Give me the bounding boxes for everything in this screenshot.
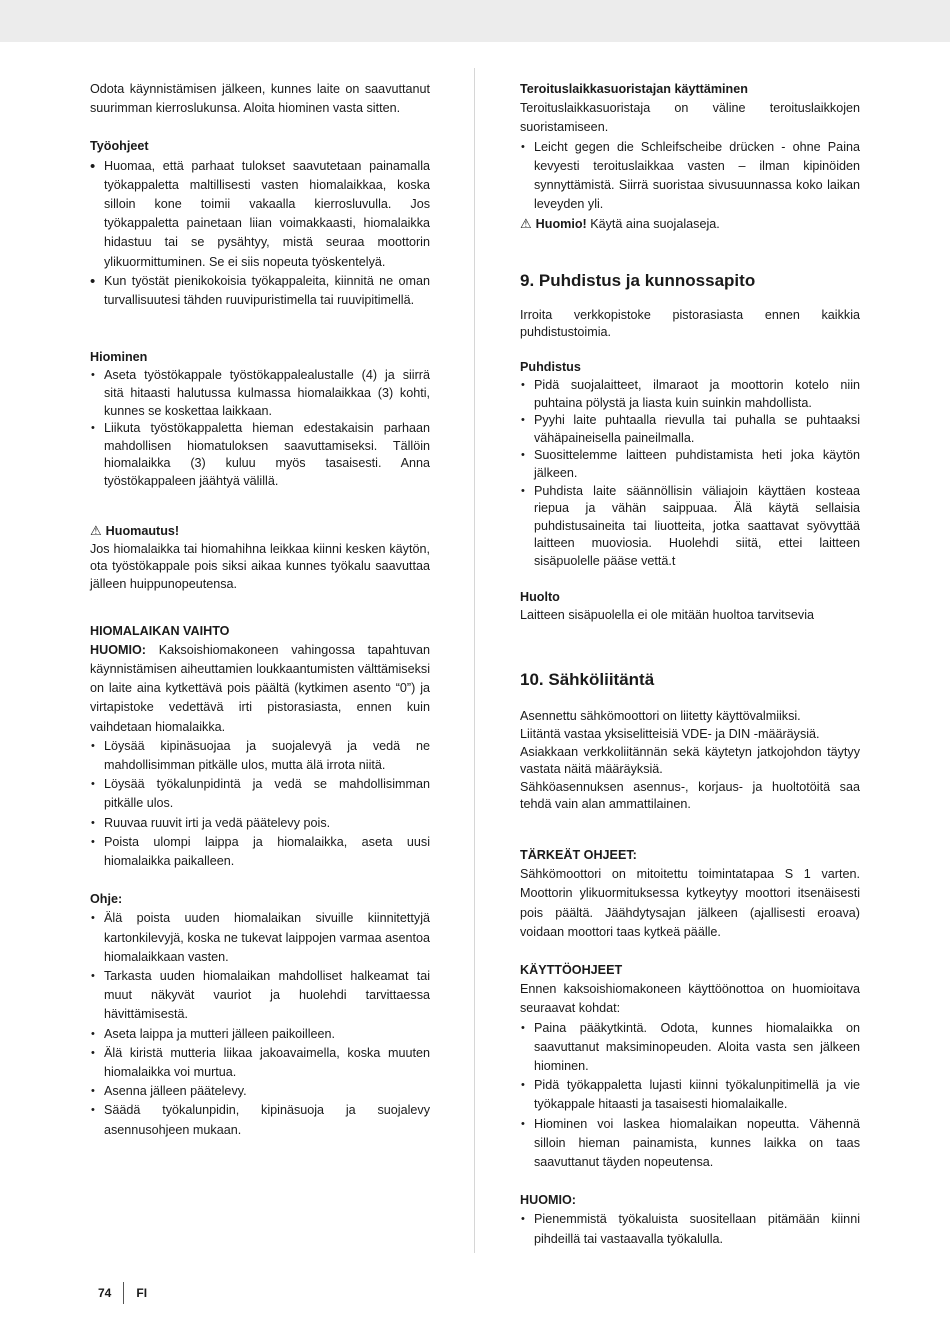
list-item: • Pienemmistä työkaluista suositellaan pitämään kiinni pihdeillä tai vastaavalla työkalulla. [520, 1210, 860, 1248]
ohje-list [90, 909, 430, 1139]
list-item: • Älä poista uuden hiomalaikan sivuille kiinnitettyjä kartonkilevyjä, koska ne tukevat laippojen varmaa asentoa hiomalaikkaan vasten. [90, 909, 430, 967]
hiominen-heading: Hiominen [90, 350, 148, 365]
list-item: • Aseta laippa ja mutteri jälleen paikoilleen. [90, 1025, 430, 1044]
list-item: • Tarkasta uuden hiomalaikan mahdolliset halkeamat tai muut näkyvät vauriot ja huolehdi tarvittaessa hävittämisestä. [90, 967, 430, 1025]
kaytto-heading: KÄYTTÖOHJEET [520, 962, 623, 977]
list-item: • Puhdista laite säännöllisin väliajoin käyttäen kosteaa riepua ja vähän saippuaa. Älä käytä sellaisia puhdistusaineita tai liuotteita, jotka saattavat syövyttää laitteen muoviosia. Huolehdi siitä, ettei laitteen sisäpuolelle pääse vettä.t [520, 483, 860, 571]
section-10-p2: Liitäntä vastaa yksiselitteisiä VDE- ja DIN -määräysiä. [520, 726, 820, 741]
intro-text: Odota käynnistämisen jälkeen, kunnes laite on saavuttanut suurimman kierroslukunsa. Aloita hiominen vasta sitten. [90, 82, 430, 116]
huomautus-heading: ⚠ Huomautus! [90, 522, 180, 538]
list-item: • Kun työstät pienikokoisia työkappaleita, kiinnitä ne oman turvallisuutesi tähden ruuvipuristimella tai ruuvipitimellä. [90, 272, 430, 310]
ohje-heading: Ohje: [90, 892, 123, 907]
tyoohjeet-heading: Työohjeet [90, 139, 149, 154]
page-footer [98, 1282, 147, 1304]
vaihto-lead: HUOMIO: Kaksoishiomakoneen vahingossa tapahtuvan käynnistämisen aiheuttamien loukkaantumisten välttämiseksi on laite aina kytkettävä pois päältä (kytkimen asento “0”) ja virtapistoke vedettävä irti pistorasiasta, ennen kuin vaihdetaan hiomalaikka. [90, 642, 430, 734]
section-9-title: 9. Puhdistus ja kunnossapito [520, 270, 756, 290]
teroitus-warning: ⚠ Huomio! Käytä aina suojalaseja. [520, 216, 720, 232]
list-item: • Asenna jälleen päätelevy. [90, 1082, 430, 1101]
huomautus-text: Jos hiomalaikka tai hiomahihna leikkaa kiinni kesken käytön, ota työstökappale pois siksi aikaa kunnes työkalu saavuttaa jälleen huippunopeutensa. [90, 541, 430, 591]
section-10-p4: Sähköasennuksen asennus-, korjaus- ja huoltotöitä saa tehdä vain alan ammattilainen. [520, 779, 860, 812]
puhdistus-heading: Puhdistus [520, 359, 581, 374]
teroitus-text: Teroituslaikkasuoristaja on väline teroituslaikkojen suoristamiseen. [520, 101, 860, 135]
list-item: • Pidä työkappaletta lujasti kiinni työkalunpitimellä ja vie työkappale hitaasti ja tasaisesti hiomalaikalle. [520, 1076, 860, 1114]
list-item: • Löysää työkalunpidintä ja vedä se mahdollisimman pitkälle ulos. [90, 775, 430, 813]
section-10-title: 10. Sähköliitäntä [520, 670, 655, 690]
section-10-p1: Asennettu sähkömoottori on liitetty käyttövalmiiksi. [520, 709, 801, 724]
column-divider [474, 68, 475, 1253]
warning-triangle-icon: ⚠ [520, 216, 532, 232]
page-number: 74 [98, 1282, 124, 1304]
list-item: • Paina pääkytkintä. Odota, kunnes hiomalaikka on saavuttanut maksiminopeuden. Aloita vasta sen jälkeen hiominen. [520, 1019, 860, 1077]
huolto-text: Laitteen sisäpuolella ei ole mitään huoltoa tarvitsevia [520, 607, 815, 622]
list-item: • Leicht gegen die Schleifscheibe drücken - ohne Paina kevyesti teroituslaikkaa vasten – ilman kipinöiden synnyttämistä. Siirrä suoristaa sivusuunnassa koko laikan leveyden yli. [520, 138, 860, 215]
list-item: • Suosittelemme laitteen puhdistamista heti joka käytön jälkeen. [520, 447, 860, 482]
huomio-list [520, 1210, 860, 1248]
list-item: • Aseta työstökappale työstökappalealustalle (4) ja siirrä sitä hitaasti halutussa kulmassa hiomalaikkaa (3) kohti, kunnes se koskettaa laikkaan. [90, 367, 430, 420]
list-item: • Älä kiristä mutteria liikaa jakoavaimella, koska muuten hiomalaikka voi murtua. [90, 1044, 430, 1082]
list-item: • Pyyhi laite puhtaalla rievulla tai puhalla se puhtaaksi vähäpaineisella paineilmalla. [520, 412, 860, 447]
warning-triangle-icon: ⚠ [90, 522, 102, 538]
section-10-p3: Asiakkaan verkkoliitännän sekä käytetyn jatkojohdon täytyy vastata näitä määräyksiä. [520, 744, 860, 777]
list-item: • Hiominen voi laskea hiomalaikan nopeutta. Vähennä silloin hieman painamista, kunnes laikka on taas saavuttanut täyden nopeutensa. [520, 1115, 860, 1173]
vaihto-list [90, 737, 430, 871]
kaytto-list [520, 1019, 860, 1173]
kaytto-text: Ennen kaksoishiomakoneen käyttöönottoa on huomioitava seuraavat kohdat: [520, 982, 860, 1016]
hiominen-list [90, 367, 430, 490]
list-item: • Liikuta työstökappaletta hieman edestakaisin parhaan mahdollisen hiomatuloksen saavuttamiseksi. Tällöin hiomalaikka (3) kuluu myös tasaisesti. Anna työstökappaleen jäähtyä välillä. [90, 420, 430, 490]
left-column [90, 80, 430, 1140]
huolto-heading: Huolto [520, 589, 560, 604]
tarkeat-text: Sähkömoottori on mitoitettu toimintatapaa S 1 varten. Moottorin ylikuormituksessa kytkeytyy moottori itsenäisesti pois päältä. Jäähdytysajan jälkeen (ajallisesti eroava) voidaan moottori taas kytkeä päälle. [520, 867, 860, 939]
list-item: • Poista ulompi laippa ja hiomalaikka, aseta uusi hiomalaikka paikalleen. [90, 833, 430, 871]
tyoohjeet-list [90, 157, 430, 311]
list-item: • Pidä suojalaitteet, ilmaraot ja moottorin kotelo niin puhtaina pölystä ja liasta kuin suinkin mahdollista. [520, 377, 860, 412]
vaihto-heading: HIOMALAIKAN VAIHTO [90, 623, 230, 638]
teroitus-heading: Teroituslaikkasuoristajan käyttäminen [520, 82, 748, 96]
language-code: FI [136, 1286, 148, 1300]
list-item: • Löysää kipinäsuojaa ja suojalevyä ja vedä ne mahdollisimman pitkälle ulos, mutta älä irrota niitä. [90, 737, 430, 775]
section-9-intro: Irroita verkkopistoke pistorasiasta ennen kaikkia puhdistustoimia. [520, 307, 860, 340]
tarkeat-heading: TÄRKEÄT OHJEET: [520, 847, 637, 862]
list-item: • Säädä työkalunpidin, kipinäsuoja ja suojalevy asennusohjeen mukaan. [90, 1101, 430, 1139]
list-item: • Huomaa, että parhaat tulokset saavutetaan painamalla työkappaletta maltillisesti vasten hiomalaikkaa, koska silloin kone toimii vakaalla kierrosluvulla. Jos työkappaletta painetaan liian voimakkaasti, hiomalaikka hidastuu tai se pysähtyy, mistä seuraa moottorin ylikuormittuminen. Se ei siis nopeuta työskentelyä. [90, 157, 430, 272]
huomio-heading: HUOMIO: [520, 1193, 576, 1208]
puhdistus-list [520, 377, 860, 571]
top-bar [0, 0, 950, 42]
right-column [520, 80, 860, 1249]
teroitus-list [520, 138, 860, 215]
list-item: • Ruuvaa ruuvit irti ja vedä päätelevy pois. [90, 814, 430, 833]
